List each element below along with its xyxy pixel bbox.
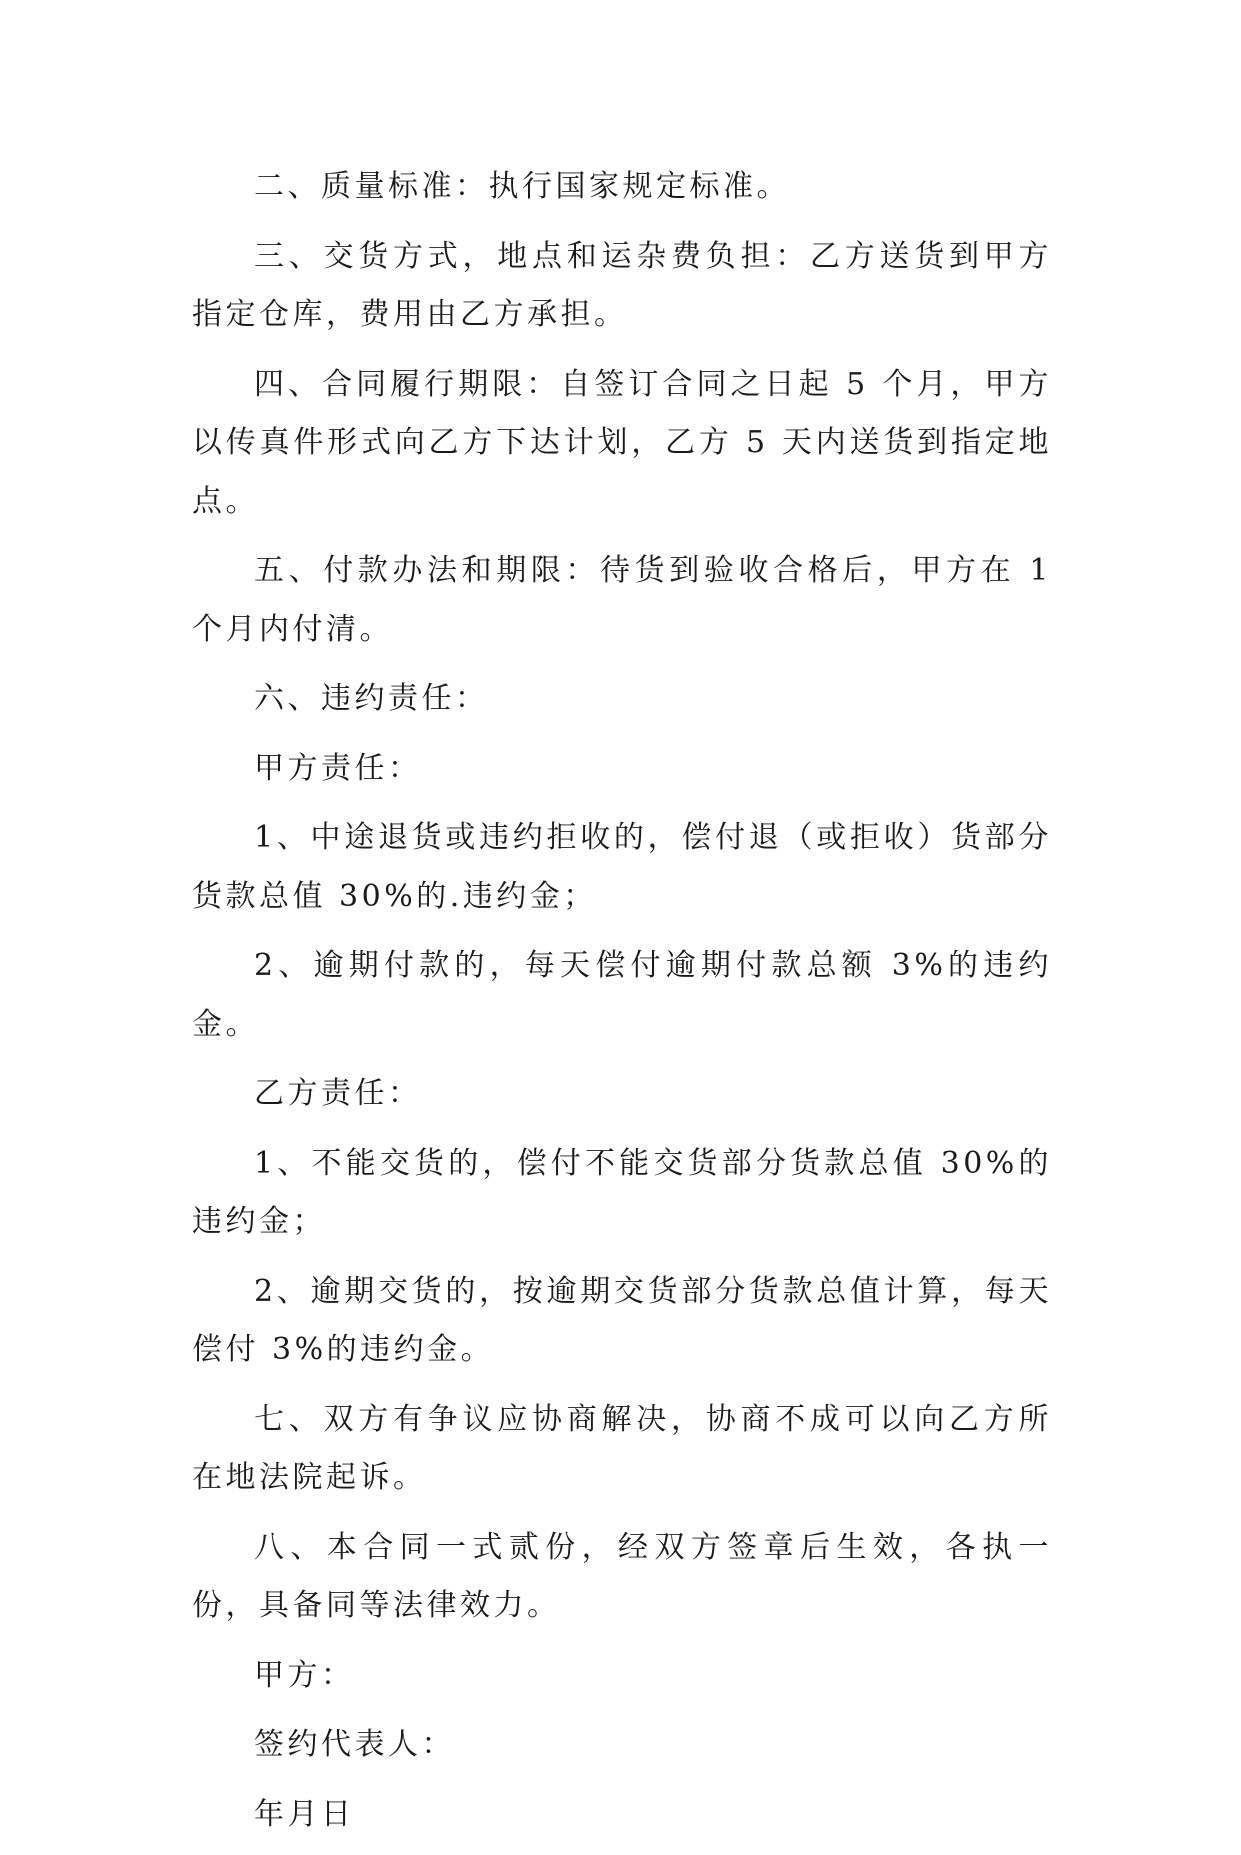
party-a-liability-item-1: 1、中途退货或违约拒收的，偿付退（或拒收）货部分货款总值 30%的.违约金；	[192, 820, 1052, 914]
clause-copies-effectiveness: 八、本合同一式贰份，经双方签章后生效，各执一份，具备同等法律效力。	[192, 1529, 1052, 1623]
signature-date: 年月日	[254, 1796, 355, 1832]
party-b-liability-item-1: 1、不能交货的，偿付不能交货部分货款总值 30%的违约金；	[192, 1145, 1052, 1239]
clause-delivery-method: 三、交货方式，地点和运杂费负担：乙方送货到甲方指定仓库，费用由乙方承担。	[192, 238, 1052, 332]
clause-payment-terms: 五、付款办法和期限：待货到验收合格后，甲方在 1 个月内付清。	[192, 553, 1052, 647]
clause-performance-term: 四、合同履行期限：自签订合同之日起 5 个月，甲方以传真件形式向乙方下达计划，乙方 5 天内送货到指定地点。	[192, 366, 1052, 519]
contract-body	[192, 158, 1052, 1855]
signature-party-a: 甲方：	[254, 1657, 355, 1693]
clause-quality-standard: 二、质量标准：执行国家规定标准。	[254, 169, 790, 204]
clause-breach-liability-heading: 六、违约责任：	[254, 681, 489, 716]
clause-dispute-resolution: 七、双方有争议应协商解决，协商不成可以向乙方所在地法院起诉。	[192, 1401, 1052, 1495]
party-b-liability-item-2: 2、逾期交货的，按逾期交货部分货款总值计算，每天偿付 3%的违约金。	[192, 1273, 1052, 1367]
signature-representative: 签约代表人：	[254, 1727, 455, 1762]
party-a-liability-heading: 甲方责任：	[254, 750, 422, 786]
party-b-liability-heading: 乙方责任：	[254, 1076, 422, 1111]
party-a-liability-item-2: 2、逾期付款的，每天偿付逾期付款总额 3%的违约金。	[192, 948, 1052, 1042]
